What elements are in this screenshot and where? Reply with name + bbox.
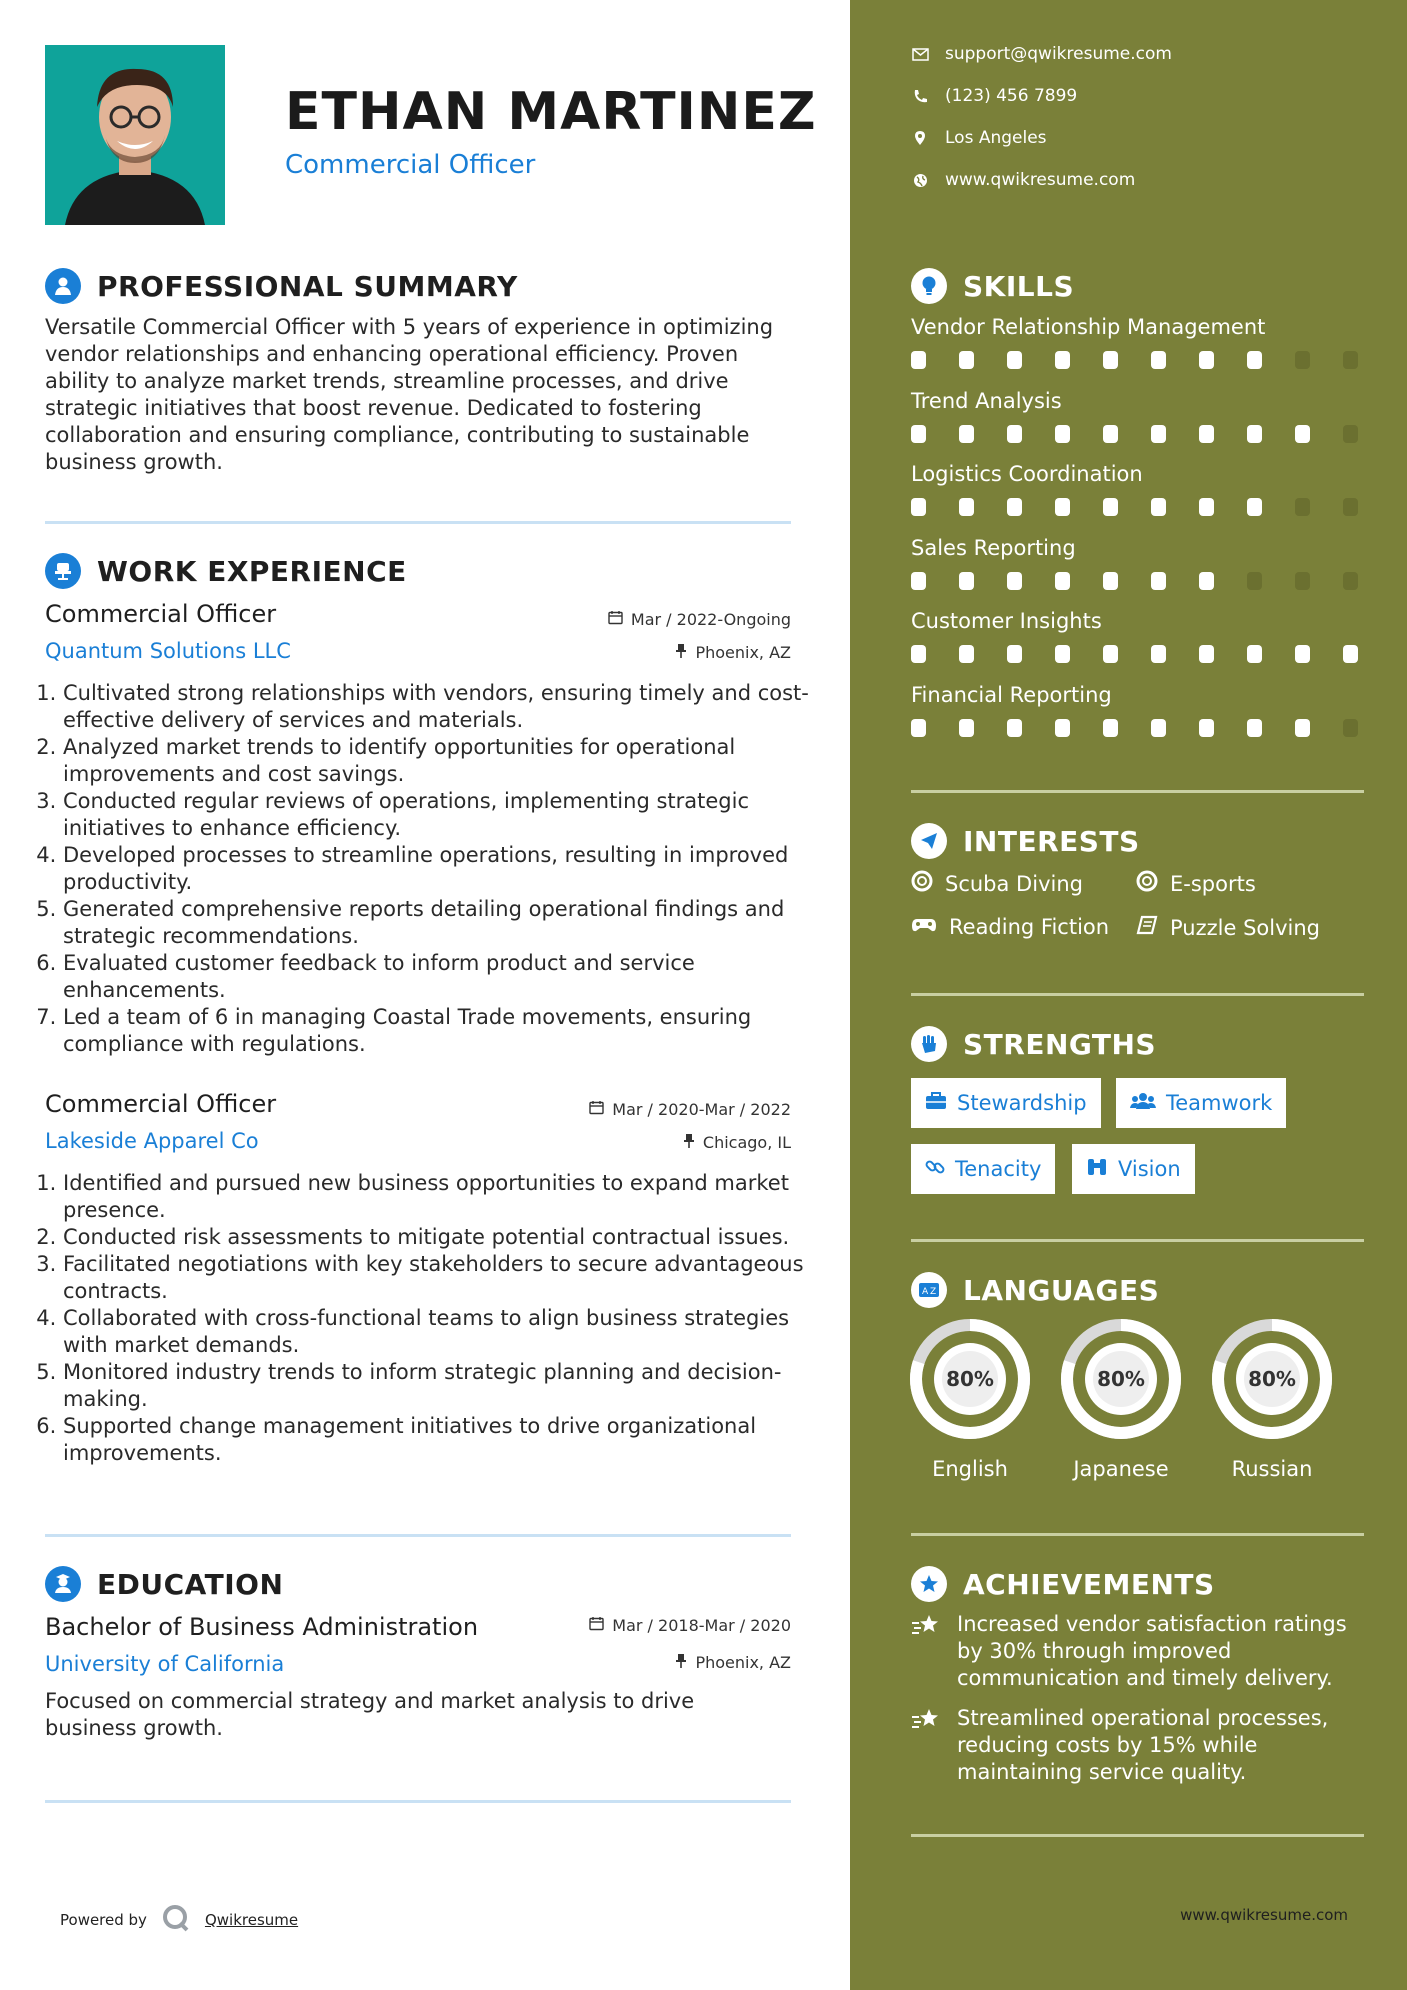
skill-rating xyxy=(911,572,1371,590)
achievement-text: Streamlined operational processes, reducing costs by 15% while maintaining service quality. xyxy=(957,1706,1329,1784)
section-divider xyxy=(911,1533,1364,1536)
paper-plane-icon xyxy=(911,823,947,859)
job-date xyxy=(608,610,791,629)
rating-dot xyxy=(959,425,974,443)
calendar-icon xyxy=(589,1616,604,1635)
binoculars-icon xyxy=(1086,1157,1108,1182)
email-text: support@qwikresume.com xyxy=(945,44,1172,64)
section-divider xyxy=(911,1239,1364,1242)
rating-dot xyxy=(911,351,926,369)
interest-label: Scuba Diving xyxy=(945,871,1083,896)
phone-icon xyxy=(911,87,929,105)
strength-label: Teamwork xyxy=(1166,1091,1273,1115)
interests-heading xyxy=(911,823,1140,859)
list-item: 6. Supported change management initiatives to drive organizational improvements. xyxy=(63,1413,815,1467)
location-text: Los Angeles xyxy=(945,128,1047,148)
interest-label: Reading Fiction xyxy=(949,915,1110,939)
link-icon xyxy=(925,1157,945,1182)
gamepad-icon xyxy=(911,915,937,939)
calendar-icon xyxy=(608,610,623,629)
envelope-icon xyxy=(911,45,929,63)
rating-dot xyxy=(1247,719,1262,737)
achievements-title: ACHIEVEMENTS xyxy=(963,1567,1215,1601)
rating-dot xyxy=(1247,645,1262,663)
interest-item xyxy=(1136,915,1320,940)
rating-dot xyxy=(1151,572,1166,590)
skill-name: Trend Analysis xyxy=(911,389,1062,413)
rating-dot xyxy=(1151,351,1166,369)
phone-text: (123) 456 7899 xyxy=(945,86,1078,106)
skill-item xyxy=(911,609,1371,663)
briefcase-chair-icon xyxy=(45,553,81,589)
rating-dot xyxy=(911,572,926,590)
job-location-text: Phoenix, AZ xyxy=(695,643,791,662)
language-item xyxy=(1059,1317,1183,1481)
experience-heading xyxy=(45,553,407,589)
avatar xyxy=(45,45,225,225)
calendar-icon xyxy=(589,1100,604,1119)
pin-icon xyxy=(675,643,687,662)
rating-dot xyxy=(959,351,974,369)
rating-dot xyxy=(1343,351,1358,369)
pin-icon xyxy=(675,1653,687,1672)
pin-icon xyxy=(683,1133,695,1152)
shooting-star-icon xyxy=(911,1611,943,1692)
translate-icon xyxy=(911,1272,947,1308)
rating-dot xyxy=(1151,645,1166,663)
rating-dot xyxy=(1103,572,1118,590)
achievement-text: Increased vendor satisfaction ratings by 30% through improved communication and timely delivery. xyxy=(957,1612,1347,1690)
strength-tag xyxy=(1072,1144,1195,1194)
fist-icon xyxy=(911,1026,947,1062)
candidate-name: ETHAN MARTINEZ xyxy=(285,82,817,142)
language-item xyxy=(908,1317,1032,1481)
rating-dot xyxy=(1295,498,1310,516)
skills-heading xyxy=(911,268,1074,304)
language-progress-ring xyxy=(1210,1317,1334,1441)
skill-name: Customer Insights xyxy=(911,609,1102,633)
contact-website[interactable] xyxy=(911,170,1135,190)
list-item: 3. Facilitated negotiations with key stakeholders to secure advantageous contracts. xyxy=(63,1251,815,1305)
job-title: Commercial Officer xyxy=(45,1090,277,1118)
list-item: 5. Generated comprehensive reports detailing operational findings and strategic recommendations. xyxy=(63,896,815,950)
interest-label: Puzzle Solving xyxy=(1170,915,1320,940)
map-marker-icon xyxy=(911,129,929,147)
rating-dot xyxy=(1055,351,1070,369)
svg-text:A: A xyxy=(922,1287,929,1297)
rating-dot xyxy=(1343,719,1358,737)
job-title: Commercial Officer xyxy=(45,600,277,628)
degree-title: Bachelor of Business Administration xyxy=(45,1613,479,1641)
skill-rating xyxy=(911,498,1371,516)
language-percent: 80% xyxy=(1097,1367,1145,1391)
powered-by xyxy=(60,1904,298,1936)
shooting-star-icon xyxy=(911,1705,943,1786)
rating-dot xyxy=(911,425,926,443)
skill-item xyxy=(911,683,1371,737)
rating-dot xyxy=(1055,719,1070,737)
footer-website[interactable]: www.qwikresume.com xyxy=(1180,1906,1348,1924)
qwikresume-link[interactable]: Qwikresume xyxy=(204,1911,299,1929)
skill-name: Financial Reporting xyxy=(911,683,1112,707)
job-company: Quantum Solutions LLC xyxy=(45,639,291,663)
star-badge-icon xyxy=(911,1566,947,1602)
rating-dot xyxy=(1295,572,1310,590)
strength-tag xyxy=(1116,1078,1286,1128)
language-progress-ring xyxy=(908,1317,1032,1441)
contact-email[interactable] xyxy=(911,44,1172,64)
languages-title: LANGUAGES xyxy=(963,1273,1160,1307)
achievements-heading xyxy=(911,1566,1215,1602)
candidate-title: Commercial Officer xyxy=(285,150,536,180)
section-divider xyxy=(911,1834,1364,1837)
section-divider xyxy=(45,521,791,524)
job-date xyxy=(589,1100,791,1119)
job-location-text: Chicago, IL xyxy=(702,1133,791,1152)
strengths-title: STRENGTHS xyxy=(963,1027,1157,1061)
rating-dot xyxy=(1151,498,1166,516)
qwikresume-logo-icon xyxy=(161,1904,191,1936)
list-item: 1. Identified and pursued new business opportunities to expand market presence. xyxy=(63,1170,815,1224)
rating-dot xyxy=(1103,645,1118,663)
rating-dot xyxy=(1199,645,1214,663)
list-item: 4. Collaborated with cross-functional teams to align business strategies with market demands. xyxy=(63,1305,815,1359)
profile-photo xyxy=(45,45,225,225)
strength-label: Tenacity xyxy=(955,1157,1042,1181)
rating-dot xyxy=(1343,425,1358,443)
list-item: 7. Led a team of 6 in managing Coastal Trade movements, ensuring compliance with regulations. xyxy=(63,1004,815,1058)
rating-dot xyxy=(1055,572,1070,590)
summary-text: Versatile Commercial Officer with 5 years of experience in optimizing vendor relationships and enhancing operational efficiency. Proven ability to analyze market trends, streamline processes, and drive strategic initiatives that boost revenue. Dedicated to fostering collaboration and ensuring compliance, contributing to sustainable business growth. xyxy=(45,315,774,474)
strength-label: Stewardship xyxy=(957,1091,1087,1115)
rating-dot xyxy=(1199,719,1214,737)
strength-tag xyxy=(911,1144,1055,1194)
rating-dot xyxy=(1055,425,1070,443)
rating-dot xyxy=(1103,425,1118,443)
job-responsibilities xyxy=(45,680,815,1058)
section-divider xyxy=(911,790,1364,793)
list-item: 6. Evaluated customer feedback to inform product and service enhancements. xyxy=(63,950,815,1004)
skill-rating xyxy=(911,351,1371,369)
interests-title: INTERESTS xyxy=(963,824,1140,858)
skill-item xyxy=(911,389,1371,443)
contact-phone[interactable] xyxy=(911,86,1077,106)
skill-rating xyxy=(911,645,1371,663)
job-company: Lakeside Apparel Co xyxy=(45,1129,259,1153)
contact-location xyxy=(911,128,1047,148)
skill-name: Vendor Relationship Management xyxy=(911,315,1266,339)
language-name: Russian xyxy=(1231,1457,1313,1481)
list-item: 2. Analyzed market trends to identify opportunities for operational improvements and cost savings. xyxy=(63,734,815,788)
rating-dot xyxy=(1007,645,1022,663)
rating-dot xyxy=(959,498,974,516)
languages-heading xyxy=(911,1272,1159,1308)
section-divider xyxy=(45,1534,791,1537)
rating-dot xyxy=(1007,719,1022,737)
rating-dot xyxy=(1007,572,1022,590)
strength-tag xyxy=(911,1078,1101,1128)
rating-dot xyxy=(959,719,974,737)
rating-dot xyxy=(911,498,926,516)
rating-dot xyxy=(1343,645,1358,663)
skills-title: SKILLS xyxy=(963,269,1075,303)
interest-item xyxy=(911,870,1083,897)
language-percent: 80% xyxy=(946,1367,994,1391)
user-icon xyxy=(45,268,81,304)
rating-dot xyxy=(1199,425,1214,443)
rating-dot xyxy=(1295,425,1310,443)
graduate-icon xyxy=(45,1566,81,1602)
globe-icon xyxy=(911,171,929,189)
rating-dot xyxy=(1007,351,1022,369)
rating-dot xyxy=(1343,572,1358,590)
interest-item xyxy=(911,915,1109,939)
language-percent: 80% xyxy=(1248,1367,1296,1391)
rating-dot xyxy=(1151,425,1166,443)
rating-dot xyxy=(1343,498,1358,516)
powered-by-text: Powered by xyxy=(60,1911,147,1929)
language-name: Japanese xyxy=(1073,1457,1169,1481)
rating-dot xyxy=(1103,719,1118,737)
skill-item xyxy=(911,315,1371,369)
list-item: 3. Conducted regular reviews of operations, implementing strategic initiatives to enhance efficiency. xyxy=(63,788,815,842)
rating-dot xyxy=(1295,351,1310,369)
lightbulb-icon xyxy=(911,268,947,304)
achievement-item xyxy=(911,1611,1361,1692)
rating-dot xyxy=(1103,498,1118,516)
skill-name: Logistics Coordination xyxy=(911,462,1143,486)
users-icon xyxy=(1130,1091,1156,1115)
interest-item xyxy=(1136,870,1256,897)
language-item xyxy=(1210,1317,1334,1481)
rating-dot xyxy=(1247,498,1262,516)
rating-dot xyxy=(1151,719,1166,737)
list-item: 2. Conducted risk assessments to mitigate potential contractual issues. xyxy=(63,1224,815,1251)
rating-dot xyxy=(1055,498,1070,516)
job-location xyxy=(683,1133,791,1152)
education-description: Focused on commercial strategy and market analysis to drive business growth. xyxy=(45,1689,695,1740)
education-location xyxy=(675,1653,791,1672)
rating-dot xyxy=(1007,425,1022,443)
rating-dot xyxy=(1199,572,1214,590)
rating-dot xyxy=(1295,719,1310,737)
rating-dot xyxy=(1247,351,1262,369)
section-divider xyxy=(911,993,1364,996)
education-date xyxy=(589,1616,791,1635)
rating-dot xyxy=(1199,498,1214,516)
achievement-item xyxy=(911,1705,1361,1786)
job-responsibilities xyxy=(45,1170,815,1467)
skill-rating xyxy=(911,719,1371,737)
rating-dot xyxy=(1247,425,1262,443)
list-item: 5. Monitored industry trends to inform strategic planning and decision-making. xyxy=(63,1359,815,1413)
education-location-text: Phoenix, AZ xyxy=(695,1653,791,1672)
strengths-heading xyxy=(911,1026,1156,1062)
education-heading xyxy=(45,1566,283,1602)
job-location xyxy=(675,643,791,662)
lifebuoy-icon xyxy=(911,870,933,897)
rating-dot xyxy=(1007,498,1022,516)
list-item: 4. Developed processes to streamline operations, resulting in improved productivity. xyxy=(63,842,815,896)
list-item: 1. Cultivated strong relationships with vendors, ensuring timely and cost-effective delivery of services and materials. xyxy=(63,680,815,734)
rating-dot xyxy=(1103,351,1118,369)
language-name: English xyxy=(932,1457,1008,1481)
briefcase-icon xyxy=(925,1091,947,1115)
website-text: www.qwikresume.com xyxy=(945,170,1136,190)
rating-dot xyxy=(911,719,926,737)
rating-dot xyxy=(1247,572,1262,590)
rating-dot xyxy=(1055,645,1070,663)
summary-title: PROFESSIONAL SUMMARY xyxy=(97,269,518,303)
skill-item xyxy=(911,462,1371,516)
skill-name: Sales Reporting xyxy=(911,536,1076,560)
lifebuoy-icon xyxy=(1136,870,1158,897)
job-date-text: Mar / 2022-Ongoing xyxy=(630,610,791,629)
rating-dot xyxy=(959,572,974,590)
svg-text:Z: Z xyxy=(930,1287,937,1297)
job-date-text: Mar / 2020-Mar / 2022 xyxy=(612,1100,791,1119)
rating-dot xyxy=(959,645,974,663)
rating-dot xyxy=(1295,645,1310,663)
section-divider xyxy=(45,1800,791,1803)
rating-dot xyxy=(911,645,926,663)
book-icon xyxy=(1136,915,1158,940)
school-name: University of California xyxy=(45,1652,285,1676)
strength-label: Vision xyxy=(1118,1157,1181,1181)
skill-rating xyxy=(911,425,1371,443)
rating-dot xyxy=(1199,351,1214,369)
interest-label: E-sports xyxy=(1170,871,1256,896)
language-progress-ring xyxy=(1059,1317,1183,1441)
education-date-text: Mar / 2018-Mar / 2020 xyxy=(612,1616,791,1635)
skill-item xyxy=(911,536,1371,590)
education-title: EDUCATION xyxy=(97,1567,284,1601)
experience-title: WORK EXPERIENCE xyxy=(97,554,407,588)
summary-heading xyxy=(45,268,518,304)
